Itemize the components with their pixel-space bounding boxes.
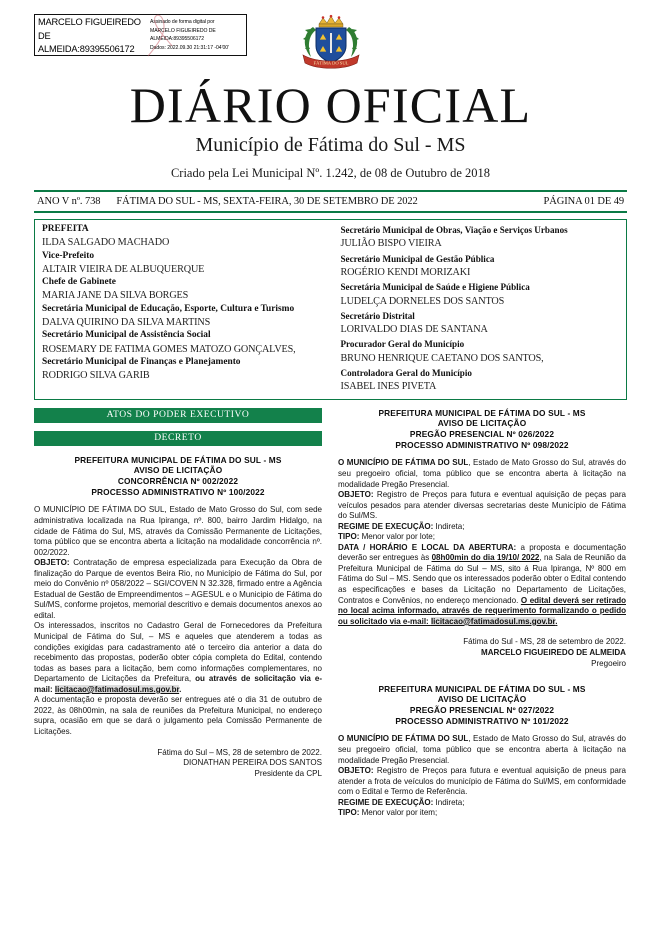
body-columns [34, 408, 627, 819]
regime-label: REGIME DE EXECUÇÃO: [338, 797, 434, 807]
tipo-label: TIPO: [338, 532, 360, 542]
issue-info-bar [34, 190, 627, 213]
objeto-label: OBJETO: [34, 558, 70, 568]
data-text-2: , na Sala de Reunião da Prefeitura Municipal de Fátima do Sul – MS, sito á Rua Ipiranga, Nº 800 em Fátima do Sul – MS. Sendo que os interessados poderão obter o Edital contendo as especificações e bases da Licitação no Departamento de Licitações, Contratos e Convênios, no endereço mencionado. [338, 553, 626, 605]
official-role: Secretário Municipal de Gestão Pública [340, 253, 495, 264]
lead-rest: , Estado de Mato Grosso do Sul, através do seu pregoeiro oficial, toma público que se encontra aberta à licitação na modalidade Pregão Presencial. [338, 734, 627, 765]
data-label: DATA / HORÁRIO E LOCAL DA ABERTURA: [338, 542, 517, 552]
signature-name: MARCELO FIGUEIREDO DE ALMEIDA [481, 648, 626, 658]
official-name: LUDELÇA DORNELES DOS SANTOS [340, 295, 505, 307]
article-heading [338, 684, 626, 727]
data-text-1: a proposta e documentação deverão ser entregues às [338, 542, 627, 563]
article-heading-line-4: PROCESSO ADMINISTRATIVO Nº 100/2022 [91, 486, 265, 497]
objeto-label: OBJETO: [338, 490, 374, 500]
edital-end: . [555, 616, 558, 626]
article-heading-line-3: CONCORRÊNCIA Nº 002/2022 [117, 476, 239, 487]
officials-box [34, 219, 627, 400]
signature-meta-line-1: Assinado de forma digital por [150, 19, 215, 25]
tipo-text: Menor valor por item; [359, 808, 438, 818]
official-name: ALTAIR VIEIRA DE ALBUQUERQUE [42, 263, 205, 275]
article-paragraph-regime [338, 798, 626, 809]
signature-block [338, 637, 626, 669]
article-heading-line-1: PREFEITURA MUNICIPAL DE FÁTIMA DO SUL - MS [74, 454, 282, 465]
objeto-text: Registro de Preços para futura e eventual aquisição de pneus para atender a frota de veículos do município de Fátima do Sul/MS, em conformidade com o Edital e Termo de Referência. [338, 766, 626, 797]
article-heading [34, 455, 322, 498]
tipo-text: Menor valor por lote; [359, 532, 435, 542]
signature-role: Presidente da CPL [254, 769, 322, 779]
objeto-label: OBJETO: [338, 766, 374, 776]
official-role: PREFEITA [42, 224, 89, 234]
official-role: Vice-Prefeito [42, 250, 95, 261]
officials-column-left [35, 223, 331, 395]
banner-atos-poder-executivo: ATOS DO PODER EXECUTIVO [34, 408, 322, 423]
signature-block [34, 748, 322, 780]
masthead-law-line: Criado pela Lei Municipal Nº. 1.242, de 08 de Outubro de 2018 [170, 166, 491, 180]
article-paragraph: O MUNICÍPIO DE FÁTIMA DO SUL, Estado de Mato Grosso do Sul, com sede administrativa localizada na Rua Ipiranga, nº. 800, bairro Jardim Hidalgo, na cidade de Fátima do Sul, MS, através da Comissão Permanente de Licitações, toma público que se encontra aberta a licitação na modalidade concorrência nº. 002/2022. [34, 505, 322, 557]
official-role: Procurador Geral do Município [340, 339, 465, 350]
interessados-text-b: ou através de solicitação via e-mail: [34, 674, 322, 694]
article-lead-paragraph [338, 734, 626, 766]
article-heading-line-1: PREFEITURA MUNICIPAL DE FÁTIMA DO SUL - MS [378, 407, 586, 418]
page-title: DIÁRIO OFICIAL [129, 77, 532, 133]
official-name: ROGÉRIO KENDI MORIZAKI [340, 267, 471, 279]
interessados-text-a: Os interessados, inscritos no Cadastro Geral de Fornecedores da Prefeitura Municipal de Fátima do Sul, – MS e aqueles que atenderem a todas as condições exigidas para cadastramento até o terceiro dia anterior a data do recebimento das propostas, poderão obter cópia completa do Edital, contendo todas as bases para a licitação, bem como informações complementares, no Departamento de Licitações da Prefeitura, [34, 621, 322, 684]
objeto-text: Registro de Preços para futura e eventual aquisição de peças para veículos pesados para atender diversas secretarias deste Município de Fátima do Sul/MS. [338, 490, 626, 521]
official-role: Secretário Municipal de Finanças e Planejamento [42, 357, 241, 368]
article-paragraph-regime [338, 522, 626, 533]
article-lead-paragraph [338, 458, 626, 490]
official-name: ILDA SALGADO MACHADO [42, 237, 170, 249]
article-heading-line-4: PROCESSO ADMINISTRATIVO Nº 098/2022 [395, 439, 569, 450]
interessados-text-c: . [179, 684, 182, 694]
article-paragraph-objeto [34, 558, 322, 621]
regime-text: Indireta; [433, 797, 465, 807]
official-role: Controladora Geral do Município [340, 368, 472, 379]
lead-bold: O MUNICÍPIO DE FÁTIMA DO SUL [338, 734, 469, 744]
official-name: JULIÃO BISPO VIEIRA [340, 238, 442, 250]
article-heading-line-1: PREFEITURA MUNICIPAL DE FÁTIMA DO SUL - MS [378, 683, 586, 694]
article-heading-line-2: AVISO DE LICITAÇÃO [133, 465, 223, 476]
article-paragraph-tipo [338, 532, 626, 543]
page-number-label: PÁGINA 01 DE 49 [543, 196, 624, 207]
article-paragraph-tipo [338, 808, 626, 819]
official-role: Secretário Municipal de Obras, Viação e Serviços Urbanos [340, 225, 568, 235]
article-paragraph-data [338, 543, 626, 627]
official-name: ROSEMARY DE FATIMA GOMES MATOZO GONÇALVES, [42, 343, 296, 355]
masthead [34, 78, 627, 182]
article-paragraph-interessados [34, 621, 322, 695]
article-separator [338, 670, 626, 684]
official-name: RODRIGO SILVA GARIB [42, 370, 150, 382]
svg-text:FÁTIMA DO SUL: FÁTIMA DO SUL [313, 60, 348, 66]
article-heading-line-4: PROCESSO ADMINISTRATIVO Nº 101/2022 [395, 715, 569, 726]
article-heading-line-2: AVISO DE LICITAÇÃO [437, 694, 527, 705]
official-name: DALVA QUIRINO DA SILVA MARTINS [42, 317, 211, 329]
signature-role: Pregoeiro [591, 658, 626, 668]
official-name: ISABEL INES PIVETA [340, 381, 437, 393]
lead-rest: , Estado de Mato Grosso do Sul, através do seu pregoeiro oficial, toma público que se encontra aberta à licitação na modalidade Pregão Presencial. [338, 458, 627, 489]
tipo-label: TIPO: [338, 808, 360, 818]
article-heading [338, 408, 626, 451]
issue-date-line: FÁTIMA DO SUL - MS, SEXTA-FEIRA, 30 DE SETEMBRO DE 2022 [116, 196, 418, 207]
official-name: BRUNO HENRIQUE CAETANO DOS SANTOS, [340, 352, 544, 364]
regime-label: REGIME DE EXECUÇÃO: [338, 521, 434, 531]
signature-name: DIONATHAN PEREIRA DOS SANTOS [183, 758, 322, 768]
article-paragraph-objeto [338, 766, 626, 798]
banner-decreto: DECRETO [34, 431, 322, 446]
article-paragraph-prazo: A documentação e proposta deverão ser entregues até o dia 31 de outubro de 2022, às 08h00min, na sala de reuniões da Prefeitura Municipal, no endereço supra, ocasião em que se dará o julgamento pela Comissão Permanente de Licitações. [34, 695, 322, 736]
coat-of-arms-icon [299, 13, 363, 71]
article-heading-line-3: PREGÃO PRESENCIAL Nº 026/2022 [409, 429, 555, 440]
masthead-subtitle: Município de Fátima do Sul - MS [195, 134, 466, 156]
official-role: Secretário Distrital [340, 310, 415, 321]
header-signature-row [34, 0, 627, 72]
official-role: Chefe de Gabinete [42, 277, 116, 288]
official-role: Secretária Municipal de Educação, Esporte, Cultura e Turismo [42, 303, 295, 314]
digital-signature-box [34, 14, 247, 56]
official-role: Secretária Municipal de Saúde e Higiene Pública [340, 282, 530, 293]
signature-meta-line-3: ALMEIDA:89395506172 [150, 36, 204, 43]
official-name: LORIVALDO DIAS DE SANTANA [340, 324, 488, 336]
signature-metadata [148, 15, 246, 55]
signature-signer-name: MARCELO FIGUEIREDO DE ALMEIDA:89395506172 [38, 17, 141, 54]
article-heading-line-2: AVISO DE LICITAÇÃO [437, 418, 527, 429]
email-link[interactable]: licitacao@fatimadosul.ms.gov.br [430, 616, 556, 626]
signature-meta-line-2: MARCELO FIGUEIREDO DE [150, 27, 216, 34]
officials-column-right [331, 223, 627, 395]
column-left [34, 408, 322, 819]
article-paragraph-objeto [338, 490, 626, 522]
edital-highlight: O edital deverá ser retirado no local acima informado, através de requerimento formalizando o pedido ou solicitado via e-mail: [338, 595, 626, 626]
signature-place-date: Fátima do Sul – MS, 28 de setembro de 2022. [157, 747, 322, 757]
objeto-text: Contratação de empresa especializada para Execução da Obra de finalização do Parque de eventos Beira Rio, no Município de Fátima do Sul, por meio do Convênio nº 058/2022 – SGI/COVEN N 32.328, firmado entre a Agência Estadual de Gestão de Empreendimentos – AGESUL e o Municipio de Fátima do Sul/MS, conforme projetos, memorial descritivo e demais documentos anexos ao edital. [34, 558, 322, 620]
article-heading-line-3: PREGÃO PRESENCIAL Nº 027/2022 [409, 705, 555, 716]
official-name: MARIA JANE DA SILVA BORGES [42, 290, 189, 302]
regime-text: Indireta; [433, 521, 465, 531]
signature-place-date: Fátima do Sul - MS, 28 de setembro de 2022. [463, 637, 626, 647]
official-role: Secretário Municipal de Assistência Social [42, 330, 211, 341]
lead-bold: O MUNICÍPIO DE FÁTIMA DO SUL [338, 458, 469, 468]
email-link[interactable]: licitacao@fatimadosul.ms.gov.br [54, 684, 180, 694]
signature-meta-line-4: Dados: 2022.09.30 21:31:17 -04'00' [150, 44, 229, 51]
column-right [338, 408, 626, 819]
data-highlight: 08h00min do dia 19/10/ 2022 [431, 553, 540, 563]
issue-year-number: ANO V nº. 738 [37, 196, 101, 207]
